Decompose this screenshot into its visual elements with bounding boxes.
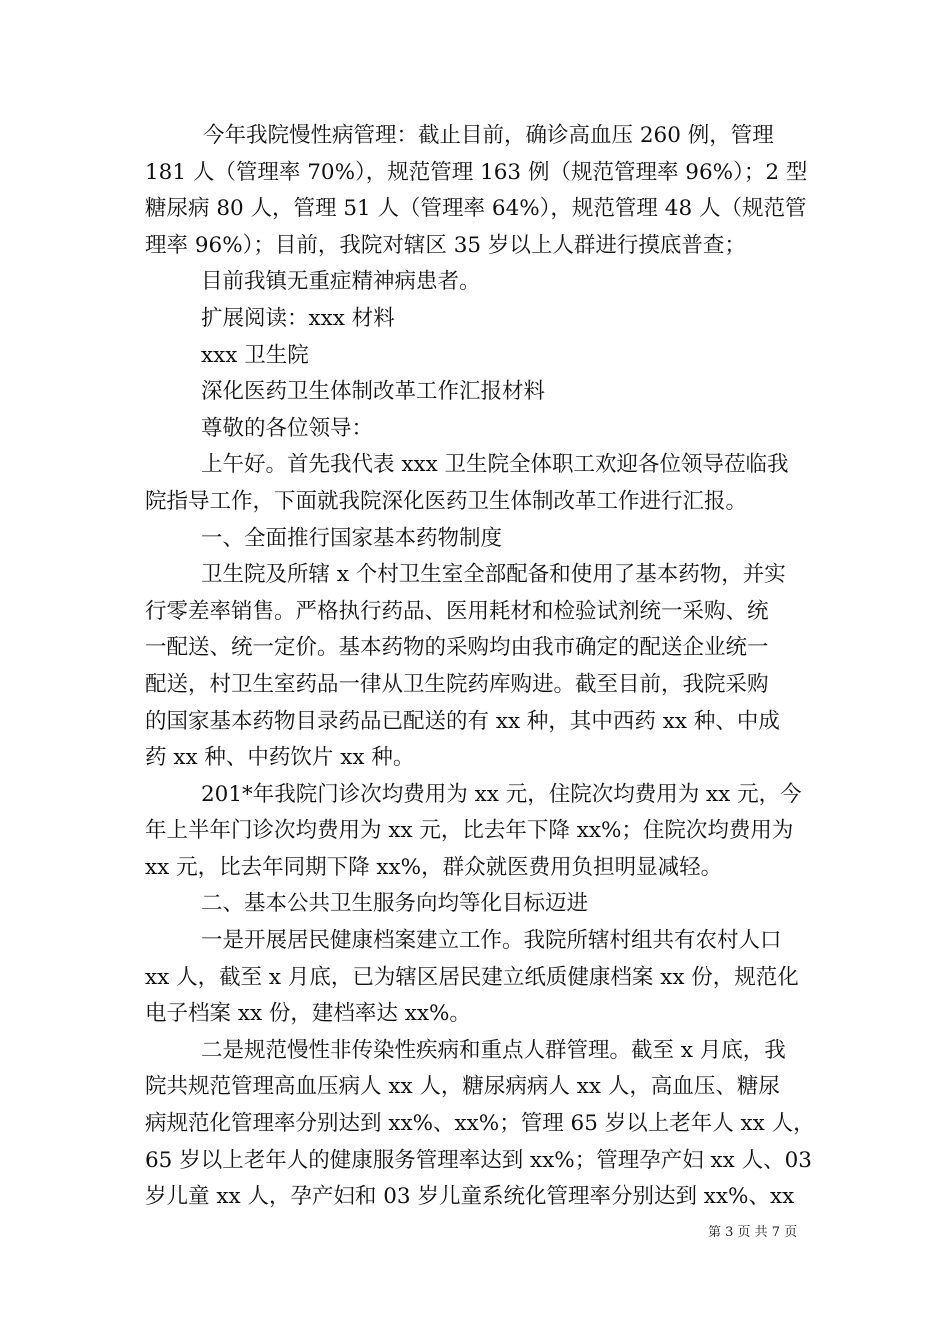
report-title — [145, 374, 807, 411]
text-line: 年上半年门诊次均费用为 xx 元，比去年下降 xx%；住院次均费用为 — [145, 818, 794, 844]
hospital-name — [145, 338, 807, 375]
paragraph-costs — [145, 777, 807, 887]
paragraph-essential-drugs — [145, 557, 807, 777]
text-line: 院共规范管理高血压病人 xx 人，糖尿病病人 xx 人，高血压、糖尿 — [145, 1074, 780, 1100]
text-line: 院指导工作，下面就我院深化医药卫生体制改革工作进行汇报。 — [145, 488, 748, 514]
section-heading-1 — [145, 521, 807, 558]
text-line: 目前我镇无重症精神病患者。 — [201, 269, 481, 295]
text-line: 糖尿病 80 人，管理 51 人（管理率 64%），规范管理 48 人（规范管 — [145, 196, 807, 222]
text-line: 今年我院慢性病管理：截止目前，确诊高血压 260 例，管理 — [203, 123, 774, 148]
text-line: 配送，村卫生室药品一律从卫生院药库购进。截至目前，我院采购 — [145, 671, 769, 697]
text-line: 卫生院及所辖 x 个村卫生室全部配备和使用了基本药物，并实 — [201, 562, 786, 588]
text-line: 尊敬的各位领导： — [201, 415, 374, 441]
text-line: xx 人，截至 x 月底，已为辖区居民建立纸质健康档案 xx 份，规范化 — [145, 964, 799, 990]
text-line: xx 元，比去年同期下降 xx%，群众就医费用负担明显减轻。 — [145, 854, 723, 880]
text-line: 行零差率销售。严格执行药品、医用耗材和检验试剂统一采购、统 — [145, 598, 769, 624]
text-line: 扩展阅读：xxx 材料 — [201, 305, 395, 331]
paragraph-chronic-management — [145, 1033, 815, 1216]
salutation — [145, 411, 807, 448]
text-line: 上午好。首先我代表 xxx 卫生院全体职工欢迎各位领导莅临我 — [201, 452, 789, 478]
text-line: 201*年我院门诊次均费用为 xx 元，住院次均费用为 xx 元，今 — [201, 781, 802, 807]
text-line: 二是规范慢性非传染性疾病和重点人群管理。截至 x 月底，我 — [201, 1037, 786, 1063]
paragraph-mental-illness — [145, 264, 807, 301]
text-line: 181 人（管理率 70%），规范管理 163 例（规范管理率 96%）；2 型 — [145, 159, 808, 185]
text-line: 深化医药卫生体制改革工作汇报材料 — [201, 379, 546, 405]
text-line: 理率 96%）；目前，我院对辖区 35 岁以上人群进行摸底普查； — [145, 232, 746, 258]
text-line: 一是开展居民健康档案建立工作。我院所辖村组共有农村人口 — [201, 928, 782, 954]
text-line: 岁儿童 xx 人，孕产妇和 03 岁儿童系统化管理率分别达到 xx%、xx — [145, 1184, 795, 1210]
text-line: 电子档案 xx 份，建档率达 xx%。 — [145, 1001, 471, 1027]
paragraph-health-records — [145, 923, 807, 1033]
section-heading-2 — [145, 886, 807, 923]
text-line: 二、基本公共卫生服务向均等化目标迈进 — [201, 891, 589, 917]
text-line: 的国家基本药物目录药品已配送的有 xx 种，其中西药 xx 种、中成 — [145, 708, 780, 734]
document-body — [145, 118, 815, 1216]
text-line: xxx 卫生院 — [201, 342, 309, 368]
paragraph-greeting — [145, 447, 807, 520]
text-line: 一配送、统一定价。基本药物的采购均由我市确定的配送企业统一 — [145, 635, 769, 661]
paragraph-chronic-disease — [145, 118, 807, 264]
text-line: 一、全面推行国家基本药物制度 — [201, 525, 503, 551]
extended-reading-label — [145, 301, 807, 338]
page-number: 第 3 页 共 7 页 — [708, 1225, 798, 1240]
text-line: 65 岁以上老年人的健康服务管理率达到 xx%；管理孕产妇 xx 人、03 — [145, 1147, 812, 1173]
text-line: 药 xx 种、中药饮片 xx 种。 — [145, 745, 415, 771]
text-line: 病规范化管理率分别达到 xx%、xx%；管理 65 岁以上老年人 xx 人， — [145, 1111, 815, 1137]
